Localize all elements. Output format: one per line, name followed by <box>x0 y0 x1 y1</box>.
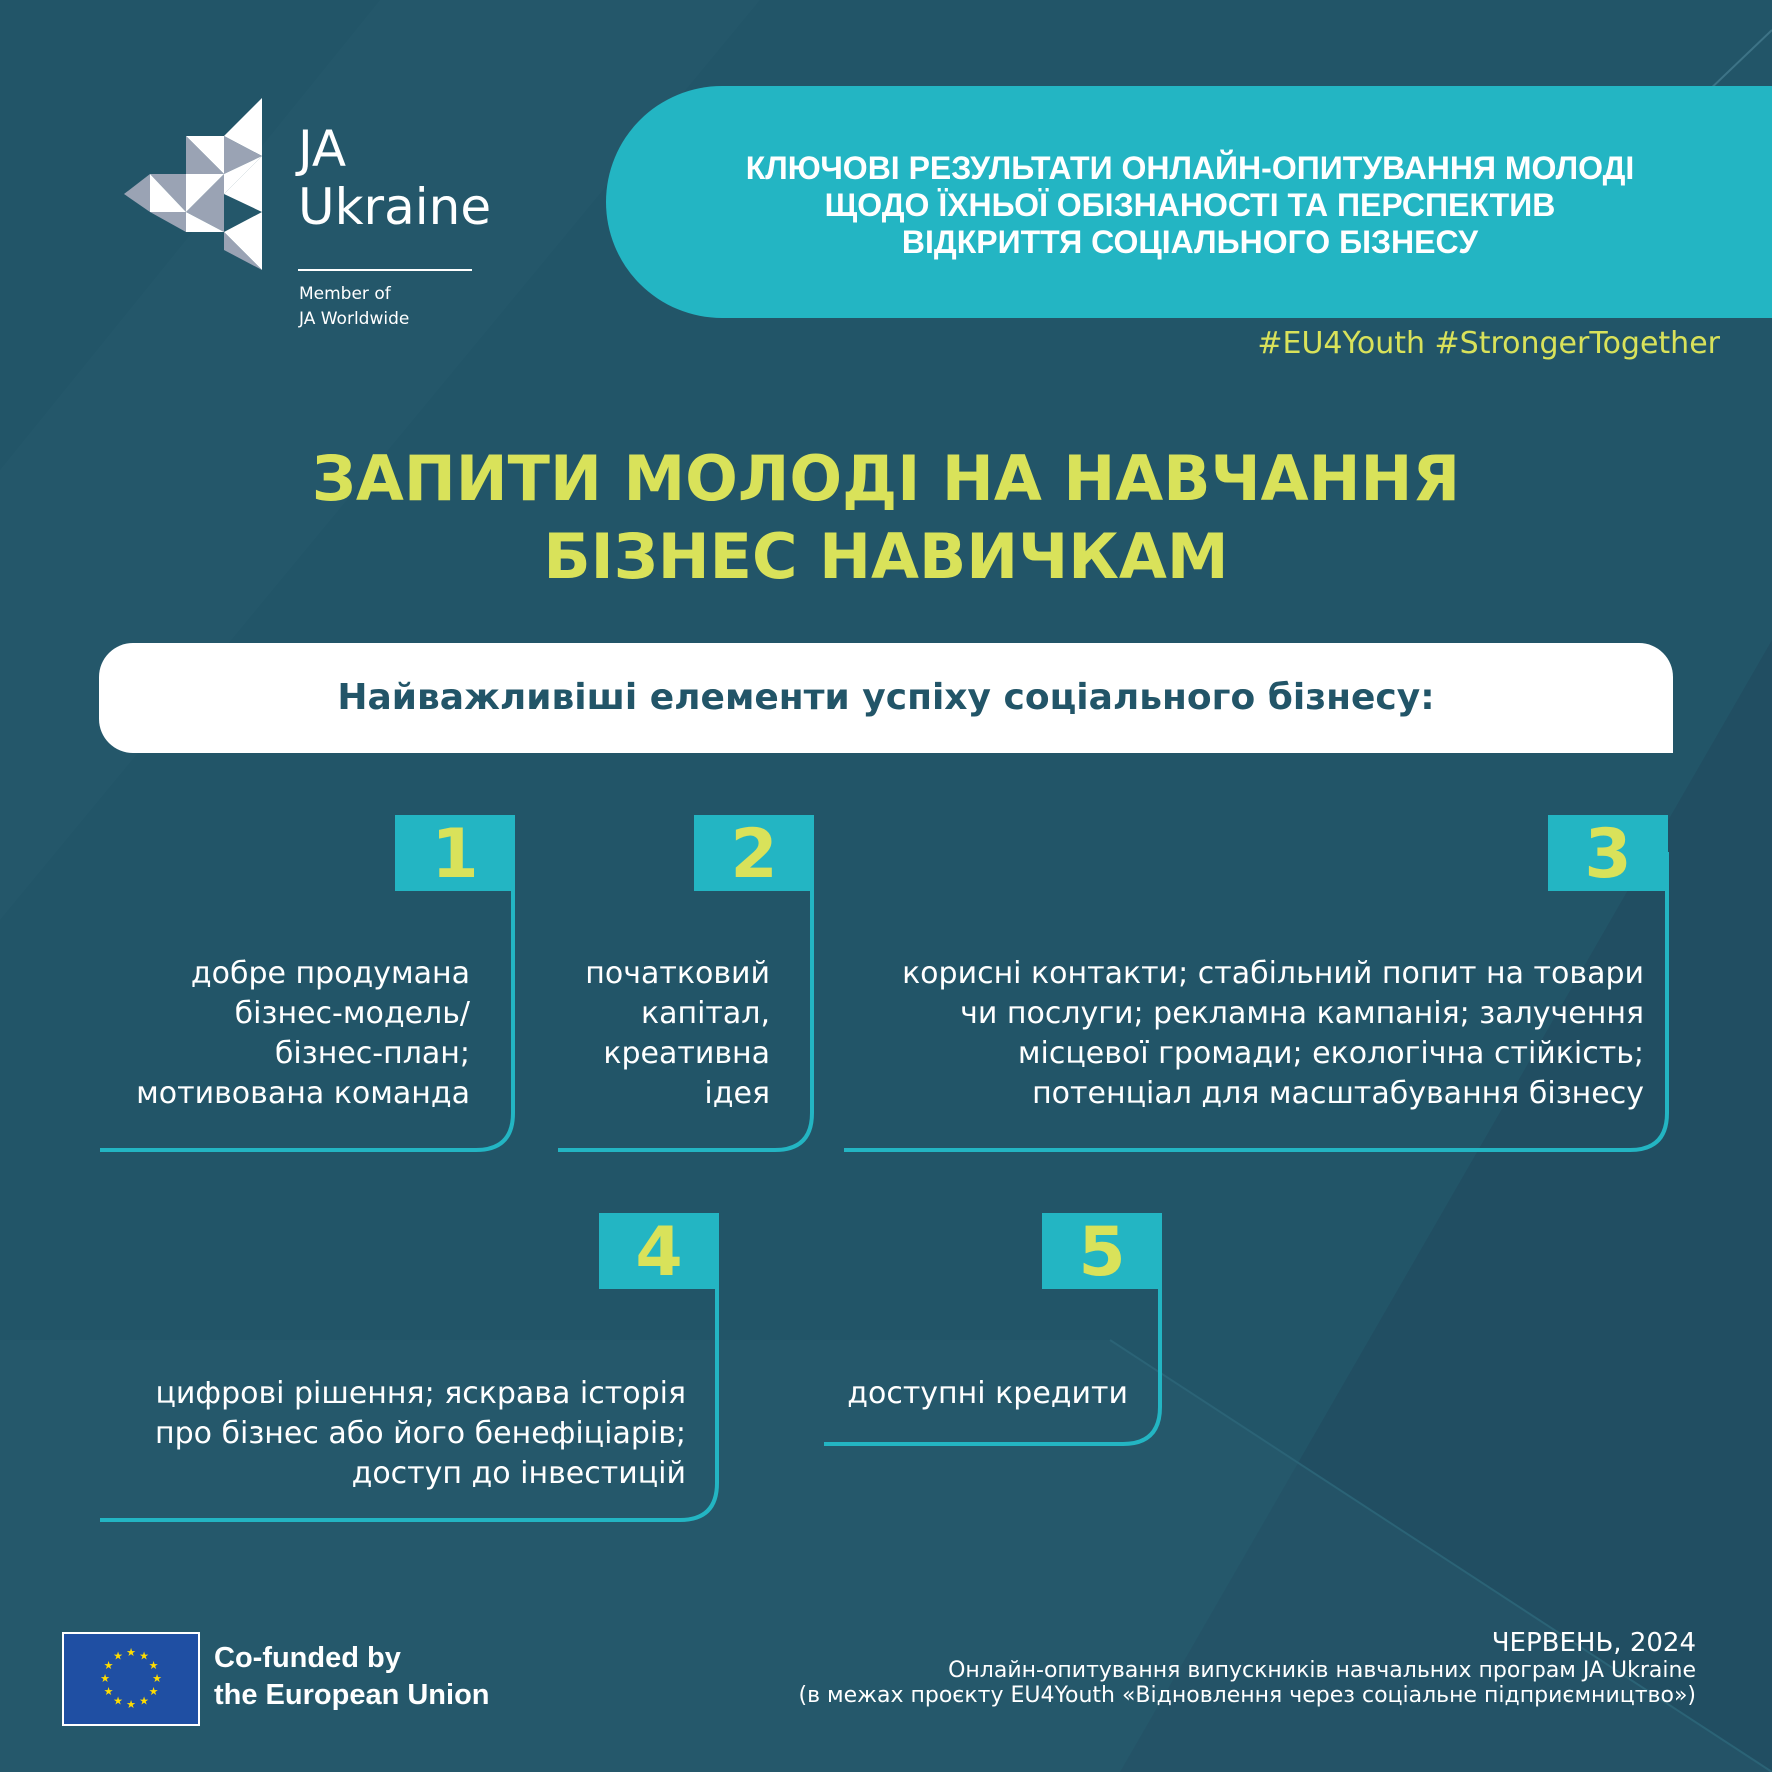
item-5-number: 5 <box>1078 1213 1126 1292</box>
svg-text:★: ★ <box>103 1685 114 1698</box>
item-1-number-box <box>395 815 515 894</box>
item-1-line: бізнес-модель/ <box>234 996 470 1031</box>
item-4-line: цифрові рішення; яскрава історія <box>155 1376 686 1411</box>
item-1-number: 1 <box>431 815 479 894</box>
item-5-number-box <box>1042 1213 1162 1292</box>
item-2-number: 2 <box>730 815 778 894</box>
svg-text:★: ★ <box>103 1659 114 1672</box>
svg-text:★: ★ <box>148 1659 159 1672</box>
subtitle-text: Найважливіші елементи успіху соціального бізнесу: <box>337 677 1435 718</box>
svg-text:★: ★ <box>126 1646 136 1659</box>
item-4-number: 4 <box>635 1213 683 1292</box>
footer-date: ЧЕРВЕНЬ, 2024 <box>1491 1628 1696 1658</box>
item-5-line: доступні кредити <box>847 1376 1128 1411</box>
item-1-line: бізнес-план; <box>274 1036 470 1071</box>
svg-text:★: ★ <box>100 1672 110 1685</box>
svg-text:★: ★ <box>148 1685 159 1698</box>
item-4-line: про бізнес або його бенефіціарів; <box>154 1416 686 1451</box>
svg-text:★: ★ <box>113 1649 123 1663</box>
eu-flag <box>62 1632 200 1726</box>
footer-source <box>799 1628 1697 1708</box>
svg-text:★: ★ <box>139 1694 149 1708</box>
item-3-line: потенціал для масштабування бізнесу <box>1032 1076 1644 1111</box>
logo-text-ukraine: Ukraine <box>298 178 492 236</box>
footer-source-line: Онлайн-опитування випускників навчальних програм JA Ukraine <box>948 1658 1696 1683</box>
item-2-line: капітал, <box>640 996 770 1031</box>
item-3-number-box <box>1548 815 1668 894</box>
svg-text:★: ★ <box>113 1694 123 1708</box>
svg-text:★: ★ <box>139 1649 149 1663</box>
eu-text-line: Co-funded by <box>214 1642 401 1674</box>
item-3-number: 3 <box>1584 815 1632 894</box>
main-title-line: БІЗНЕС НАВИЧКАМ <box>543 520 1229 593</box>
header-title-line: ЩОДО ЇХНЬОЇ ОБІЗНАНОСТІ ТА ПЕРСПЕКТИВ <box>824 187 1556 223</box>
item-2-line: ідея <box>704 1076 770 1111</box>
item-3-line: місцевої громади; екологічна стійкість; <box>1017 1036 1644 1071</box>
logo-text-ja: JA <box>298 120 347 178</box>
main-title-line: ЗАПИТИ МОЛОДІ НА НАВЧАННЯ <box>311 442 1461 515</box>
item-4-text <box>155 1374 686 1494</box>
eu-text-line: the European Union <box>214 1679 490 1711</box>
item-4-line: доступ до інвестицій <box>351 1456 686 1491</box>
item-2-line: початковий <box>585 956 770 991</box>
item-5-text <box>847 1374 1128 1414</box>
item-2-line: креативна <box>603 1036 770 1071</box>
hashtags: #EU4Youth #StrongerTogether <box>1257 326 1720 361</box>
eu-cofunded-text <box>214 1640 490 1714</box>
item-1-text <box>136 954 470 1114</box>
item-1-line: мотивована команда <box>136 1076 470 1111</box>
logo-ja-worldwide: JA Worldwide <box>299 309 410 329</box>
item-4-number-box <box>599 1213 719 1292</box>
eu-stars-icon <box>64 1634 198 1724</box>
item-2-number-box <box>694 815 814 894</box>
svg-text:★: ★ <box>152 1672 162 1685</box>
svg-text:★: ★ <box>126 1698 136 1711</box>
logo-member-of: Member of <box>299 284 391 304</box>
header-title-line: КЛЮЧОВІ РЕЗУЛЬТАТИ ОНЛАЙН-ОПИТУВАННЯ МОЛОДІ <box>745 150 1635 186</box>
item-3-line: корисні контакти; стабільний попит на товари <box>902 956 1644 991</box>
item-3-text <box>902 954 1644 1114</box>
item-1-line: добре продумана <box>190 956 470 991</box>
header-title-line: ВІДКРИТТЯ СОЦІАЛЬНОГО БІЗНЕСУ <box>901 224 1479 260</box>
item-3-line: чи послуги; рекламна кампанія; залучення <box>960 996 1644 1031</box>
footer-source-line: (в межах проєкту EU4Youth «Відновлення через соціальне підприємництво») <box>798 1683 1696 1708</box>
item-2-text <box>585 954 770 1114</box>
